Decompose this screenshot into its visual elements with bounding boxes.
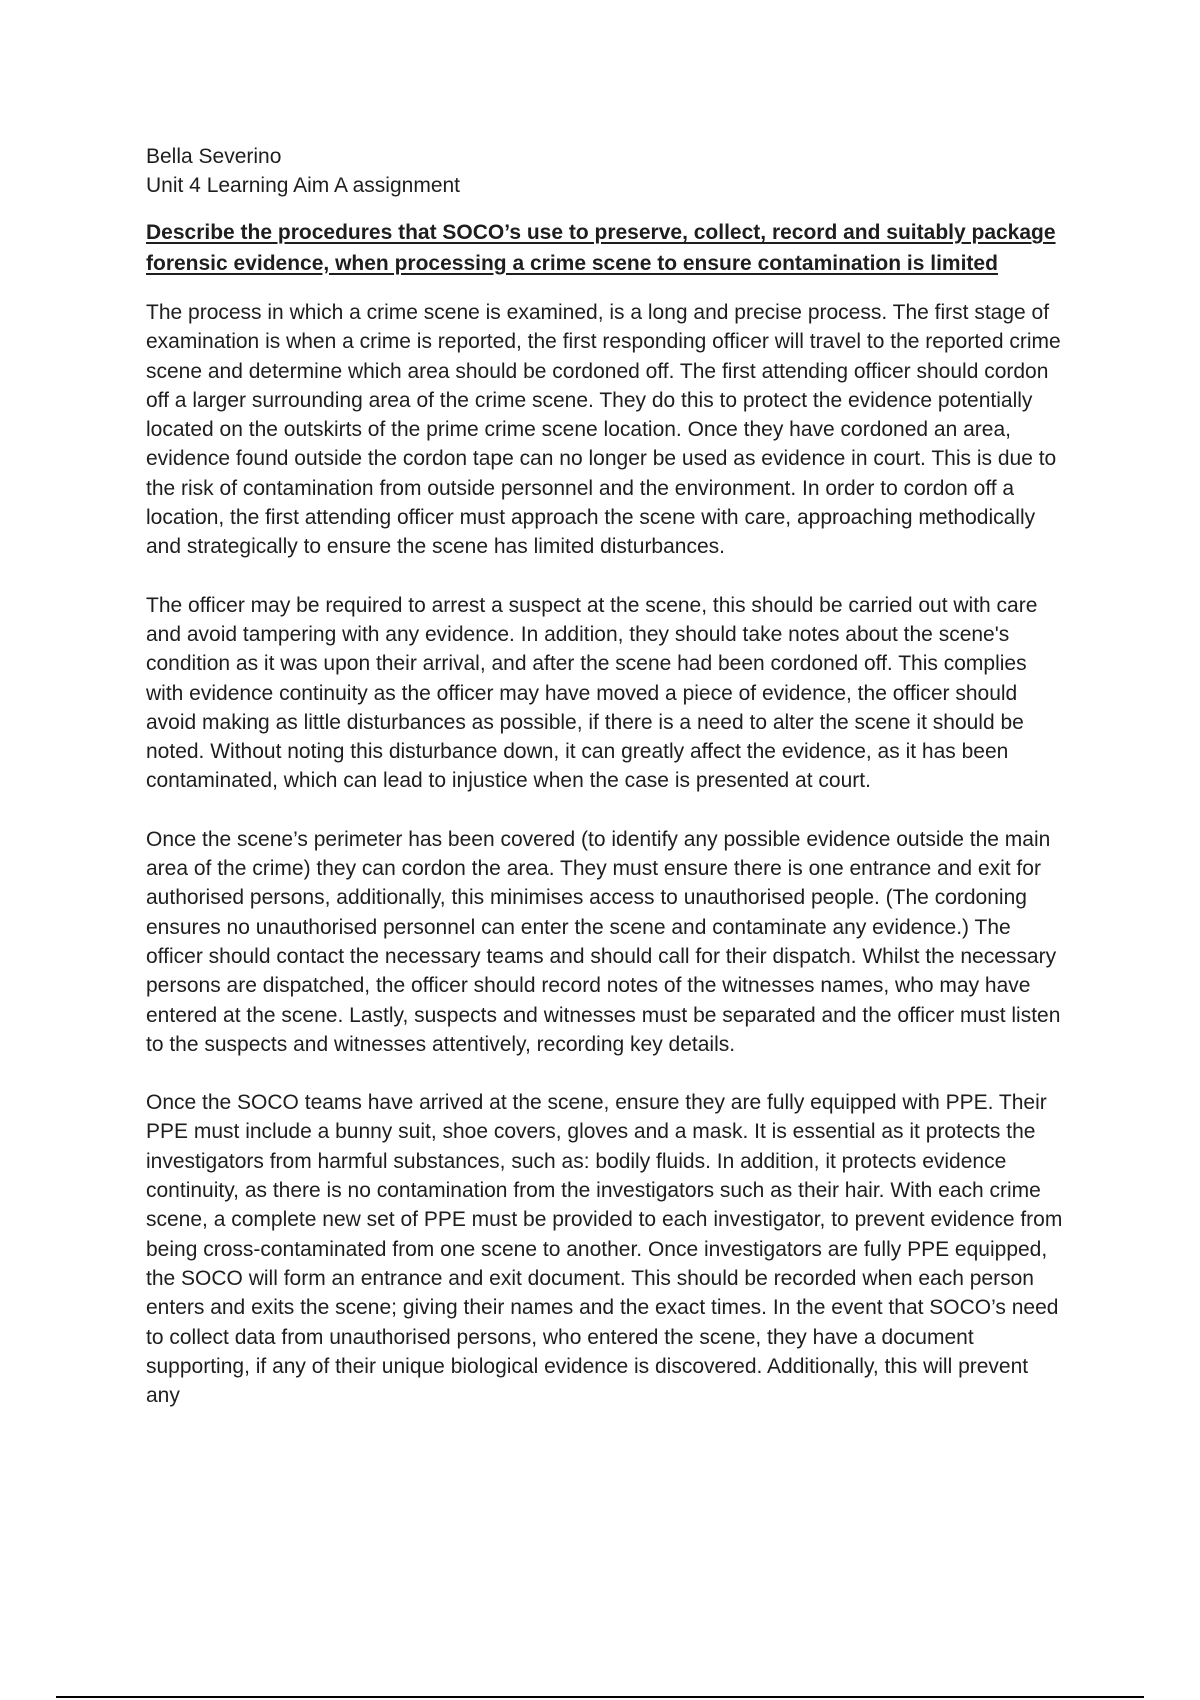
paragraph-2: The officer may be required to arrest a suspect at the scene, this should be carried out with care and avoid tampering with any evidence. In addition, they should take notes about the scene's condition as it was upon their arrival, and after the scene had been cordoned off. This complies with evidence continuity as the officer may have moved a piece of evidence, the officer should avoid making as little disturbances as possible, if there is a need to alter the scene it should be noted. Without noting this disturbance down, it can greatly affect the evidence, as it has been contaminated, which can lead to injustice when the case is presented at court. [146, 593, 1038, 793]
author-name: Bella Severino [146, 145, 282, 168]
assignment-title: Unit 4 Learning Aim A assignment [146, 174, 461, 197]
paragraph-1: The process in which a crime scene is examined, is a long and precise process. The first stage of examination is when a crime is reported, the first responding officer will travel to the reported crime scene and determine which area should be cordoned off. The first attending officer should cordon off a larger surrounding area of the crime scene. They do this to protect the evidence potentially located on the outskirts of the prime crime scene location. Once they have cordoned an area, evidence found outside the cordon tape can no longer be used as evidence in court. This is due to the risk of contamination from outside personnel and the environment. In order to cordon off a location, the first attending officer must approach the scene with care, approaching methodically and strategically to ensure the scene has limited disturbances. [146, 301, 1061, 559]
paragraph-3: Once the scene’s perimeter has been covered (to identify any possible evidence outside the main area of the crime) they can cordon the area. They must ensure there is one entrance and exit for authorised persons, additionally, this minimises access to unauthorised people. (The cordoning ensures no unauthorised personnel can enter the scene and contaminate any evidence.) The officer should contact the necessary teams and should call for their dispatch. Whilst the necessary persons are dispatched, the officer should record notes of the witnesses names, who may have entered at the scene. Lastly, suspects and witnesses must be separated and the officer must listen to the suspects and witnesses attentively, recording key details. [146, 827, 1061, 1056]
paragraph-4: Once the SOCO teams have arrived at the scene, ensure they are fully equipped with PPE. Their PPE must include a bunny suit, shoe covers, gloves and a mask. It is essential as it protects the investigators from harmful substances, such as: bodily fluids. In addition, it protects evidence continuity, as there is no contamination from the investigators such as their hair. With each crime scene, a complete new set of PPE must be provided to each investigator, to prevent evidence from being cross-contaminated from one scene to another. Once investigators are fully PPE equipped, the SOCO will form an entrance and exit document. This should be recorded when each person enters and exits the scene; giving their names and the exact times. In the event that SOCO’s need to collect data from unauthorised persons, who entered the scene, they have a document supporting, if any of their unique biological evidence is discovered. Additionally, this will prevent any [146, 1091, 1063, 1408]
page-bottom-rule [56, 1696, 1144, 1698]
document-page [146, 142, 1066, 1410]
question-heading: Describe the procedures that SOCO’s use to preserve, collect, record and suitably package forensic evidence, when processing a crime scene to ensure contamination is limited [146, 221, 1056, 275]
